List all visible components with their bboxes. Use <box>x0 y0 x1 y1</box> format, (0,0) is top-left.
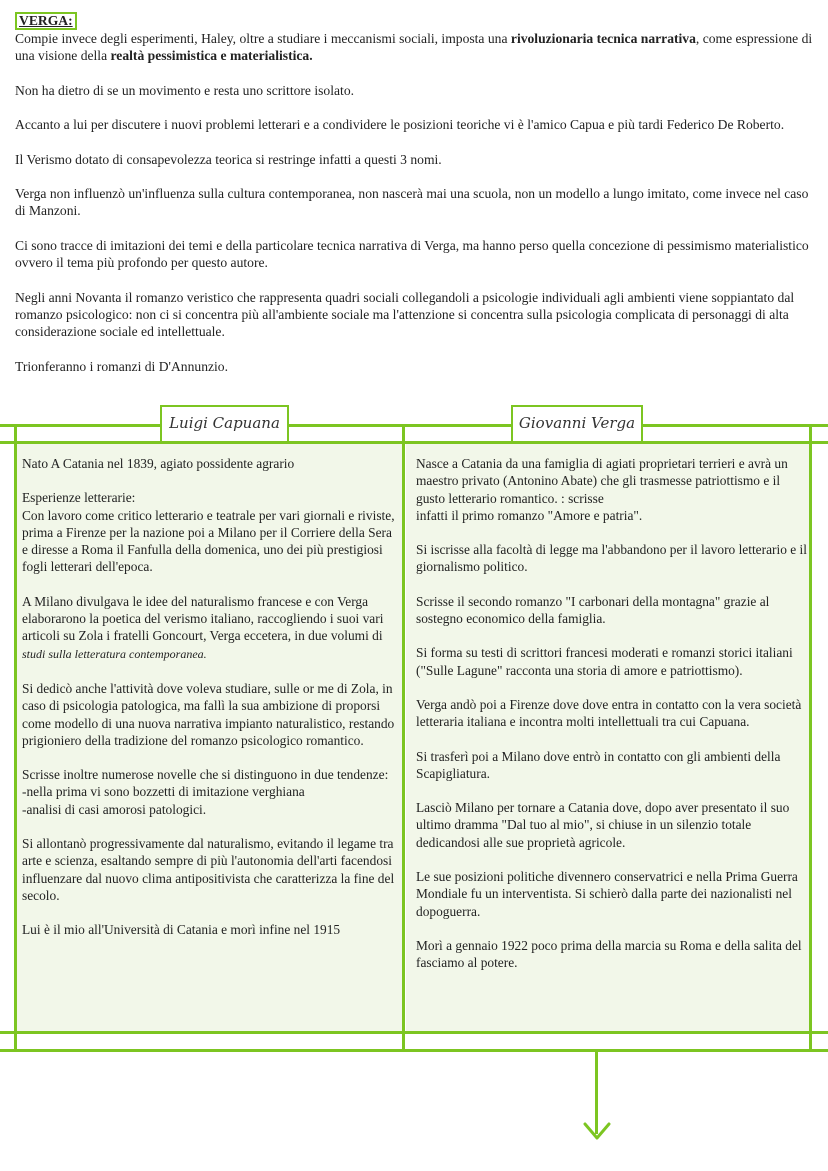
section-title: VERGA: <box>15 12 77 30</box>
right-column-header: Giovanni Verga <box>511 405 643 443</box>
intro-paragraph-7: Negli anni Novanta il romanzo veristico che rappresenta quadri sociali collegandoli a psicologie individuali agli ambienti viene soppiantato dal romanzo psicologico: non ci si concentra più all'ambiente sociale ma l'attenzione si concentra sulla psicologia complicata di personaggi di alta considerazione sociale ed intellettuale. <box>15 289 795 340</box>
right-border <box>809 424 812 1052</box>
right-column-text <box>416 455 808 989</box>
right-paragraph-9: Morì a gennaio 1922 poco prima della marcia su Roma e della salita del fasciamo al potere. <box>416 937 802 971</box>
intro-paragraph-4: Il Verismo dotato di consapevolezza teorica si restringe infatti a questi 3 nomi. <box>15 151 442 167</box>
right-paragraph-3: Scrisse il secondo romanzo "I carbonari della montagna" grazie al sostegno economico della famiglia. <box>416 593 770 627</box>
intro-paragraph-6: Ci sono tracce di imitazioni dei temi e della particolare tecnica narrativa di Verga, ma hanno perso quella concezione di pessimismo materialistico ovvero il tema più profondo per questo autore. <box>15 237 809 271</box>
right-paragraph-7: Lasciò Milano per tornare a Catania dove, dopo aver presentato il suo ultimo dramma "Dal tuo al mio", si chiuse in un silenzio totale dedicandosi alle sue proprietà agricole. <box>416 800 790 850</box>
intro-paragraph-2: Non ha dietro di se un movimento e resta uno scrittore isolato. <box>15 82 355 98</box>
left-column-header: Luigi Capuana <box>160 405 289 443</box>
intro-paragraph-5: Verga non influenzò un'influenza sulla cultura contemporanea, non nascerà mai una scuola, non un modello a lungo imitato, come invece nel caso di Manzoni. <box>15 186 809 219</box>
right-paragraph-2: Si iscrisse alla facoltà di legge ma l'abbandono per il lavoro letterario e il giornalismo politico. <box>416 542 807 575</box>
left-paragraph-5: Scrisse inoltre numerose novelle che si distinguono in due tendenze: -nella prima vi sono bozzetti di imitazione verghiana -analisi di casi amorosi patologici. <box>22 767 389 817</box>
left-column-text <box>22 455 398 956</box>
center-divider <box>402 424 405 1052</box>
base-frame-line <box>0 1049 828 1052</box>
right-paragraph-8: Le sue posizioni politiche divennero conservatrici e nella Prima Guerra Mondiale fu un interventista. Si schierò dalla parte dei nazionalisti nel dopoguerra. <box>416 869 798 919</box>
left-paragraph-7: Lui è il mio all'Università di Catania e morì infine nel 1915 <box>22 922 341 938</box>
right-paragraph-4: Si forma su testi di scrittori francesi moderati e romanzi storici italiani ("Sulle Lagune" racconta una storia di amore e patriottismo). <box>416 645 793 678</box>
right-paragraph-1: Nasce a Catania da una famiglia di agiati proprietari terrieri e avrà un maestro privato (Antonino Abate) che gli trasmesse patriottismo e il gusto letterario romantico. : scrisse infatti il primo romanzo "Amore e patria". <box>416 456 788 523</box>
right-paragraph-5: Verga andò poi a Firenze dove dove entra in contatto con la vera società letteraria italiana e incontra molti intellettuali tra cui Capuana. <box>416 696 802 730</box>
left-paragraph-2: Esperienze letterarie: Con lavoro come critico letterario e teatrale per vari giornali e riviste, prima a Firenze per la nazione poi a Milano per il Corriere della Sera e diresse a Roma il Fanfulla della domenica, uno dei più prestigiosi fogli letterari dell'epoca. <box>22 490 395 575</box>
left-border <box>14 424 17 1052</box>
left-paragraph-3: A Milano divulgava le idee del naturalismo francese e con Verga elaborarono la poetica del verismo italiano, raccogliendo i suoi vari articoli su Zola i fratelli Goncourt, Verga eccetera, in due volumi di studi sulla letteratura contemporanea. <box>22 593 384 661</box>
bottom-frame-line <box>0 1031 828 1034</box>
left-paragraph-4: Si dedicò anche l'attività dove voleva studiare, sulle or me di Zola, in caso di psicologia patologica, ma fallì la sua ambizione di proporsi come modello di una nuova narrativa impianto naturalistico, restando prigioniero della tradizione del romanzo psicologico romantico. <box>22 680 395 748</box>
left-paragraph-6: Si allontanò progressivamente dal naturalismo, evitando il legame tra arte e scienza, esaltando sempre di più l'autonomia dell'arti facendosi influenzare dal nuovo clima antipositivista che caratterizza la fine del secolo. <box>22 836 395 903</box>
intro-paragraph-3: Accanto a lui per discutere i nuovi problemi letterari e a condividere le posizioni teoriche vi è l'amico Capua e più tardi Federico De Roberto. <box>15 117 785 133</box>
intro-section <box>15 12 820 392</box>
right-paragraph-6: Si trasferì poi a Milano dove entrò in contatto con gli ambienti della Scapigliatura. <box>416 748 781 781</box>
header-underline <box>0 441 828 444</box>
intro-paragraph-8: Trionferanno i romanzi di D'Annunzio. <box>15 358 228 374</box>
top-frame-line <box>0 424 828 427</box>
intro-paragraph-1: Compie invece degli esperimenti, Haley, oltre a studiare i meccanismi sociali, imposta una rivoluzionaria tecnica narrativa, come espressione di una visione della realtà pessimistica e materialistica. <box>15 31 813 64</box>
left-paragraph-1: Nato A Catania nel 1839, agiato possidente agrario <box>22 456 295 471</box>
arrow-down-icon <box>582 1121 612 1143</box>
